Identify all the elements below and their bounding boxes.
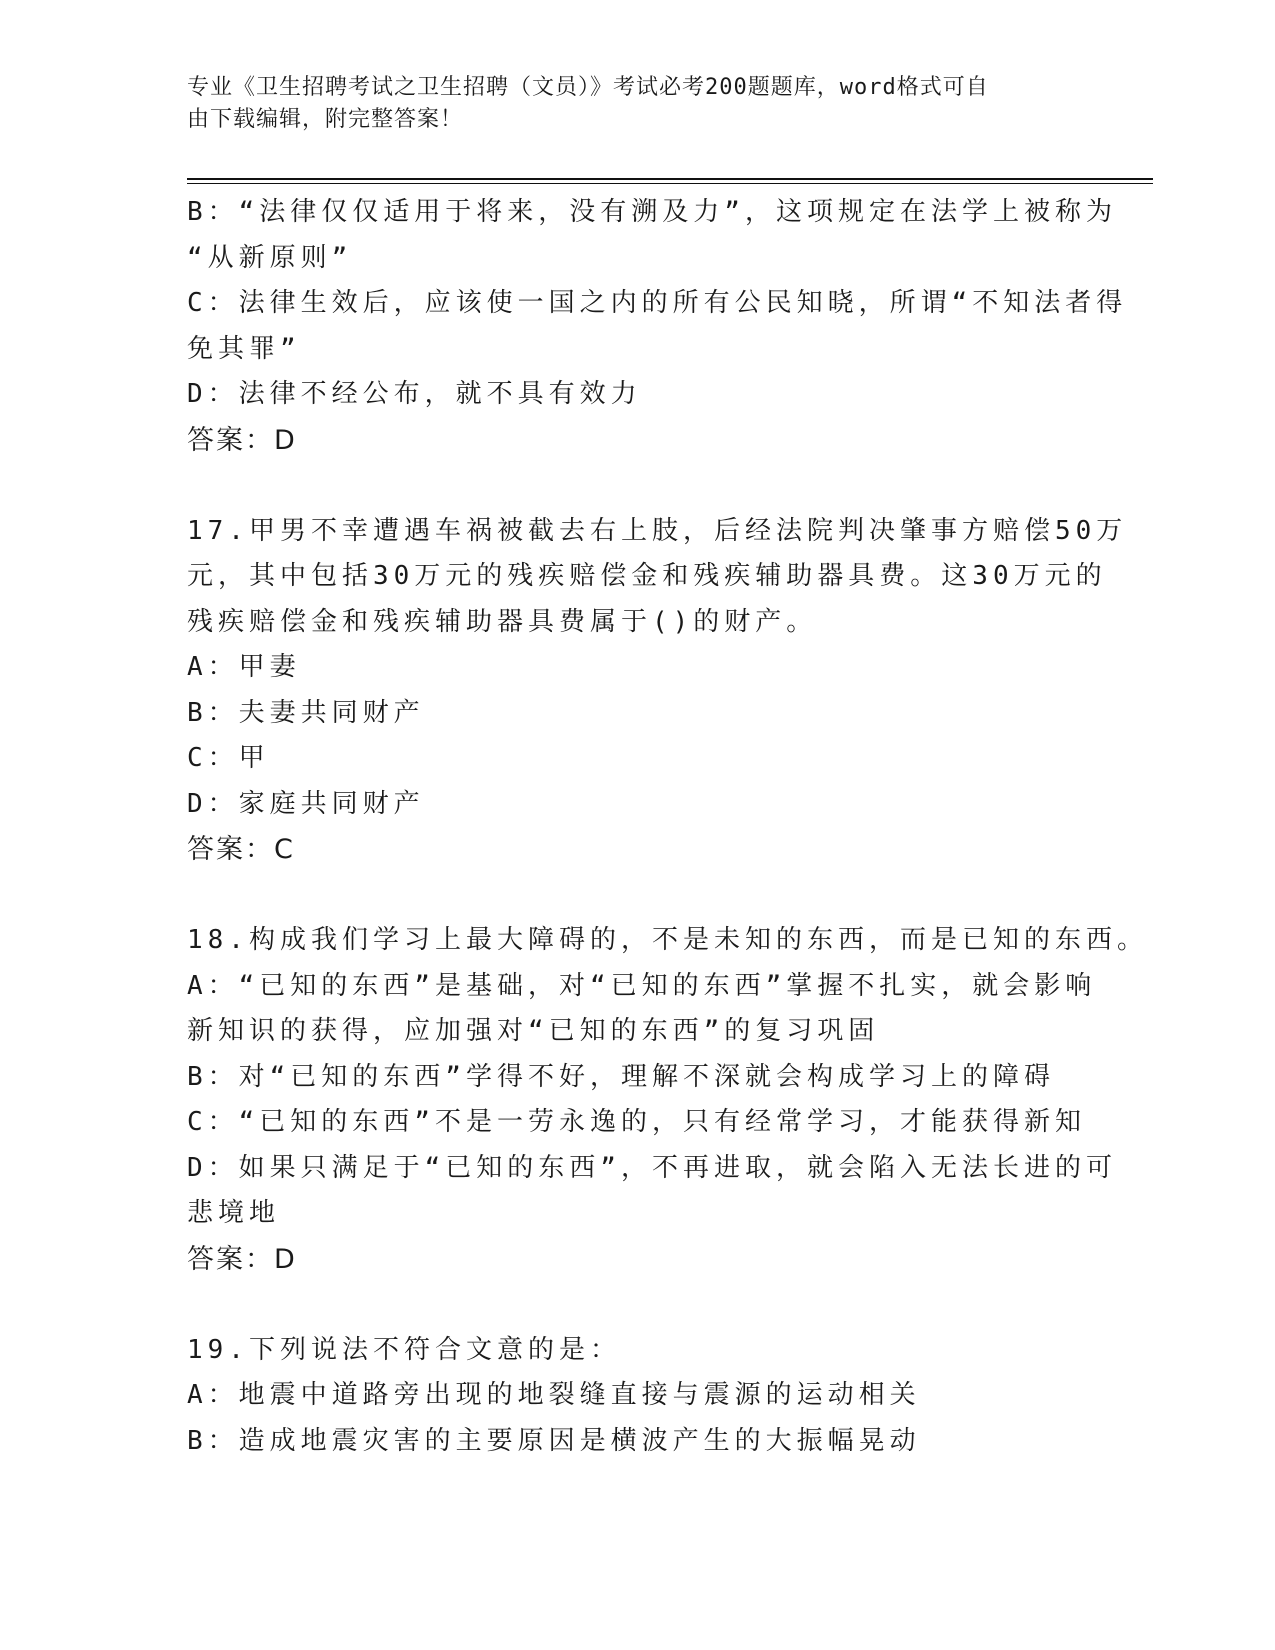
document-header xyxy=(187,72,1067,136)
answer-label: 答案：D xyxy=(187,424,297,456)
previous-question-block xyxy=(187,190,1128,463)
question-stem-line-1: 17.甲男不幸遭遇车祸被截去右上肢，后经法院判决肇事方赔偿50万 xyxy=(187,515,1128,546)
spacer xyxy=(187,463,1087,509)
option-d-line-2: 悲境地 xyxy=(187,1198,281,1228)
option-a-line-1: A：“已知的东西”是基础，对“已知的东西”掌握不扎实，就会影响 xyxy=(187,970,1097,1001)
option-a-line-2: 新知识的获得，应加强对“已知的东西”的复习巩固 xyxy=(187,1016,880,1046)
answer-label: 答案：D xyxy=(187,1243,297,1275)
question-stem: 19.下列说法不符合文意的是： xyxy=(187,1334,621,1365)
option-b-line-1: B：“法律仅仅适用于将来，没有溯及力”，这项规定在法学上被称为 xyxy=(187,197,1117,227)
question-stem: 18.构成我们学习上最大障碍的，不是未知的东西，而是已知的东西。 xyxy=(187,925,1148,955)
spacer xyxy=(187,873,1087,919)
header-divider-thick xyxy=(187,178,1153,180)
option-b-line-2: “从新原则” xyxy=(187,242,353,273)
option-a: A：地震中道路旁出现的地裂缝直接与震源的运动相关 xyxy=(187,1380,921,1410)
option-d: D：家庭共同财产 xyxy=(187,788,425,819)
header-title-line-2: 由下载编辑，附完整答案！ xyxy=(187,107,464,132)
option-c: C：“已知的东西”不是一劳永逸的，只有经常学习，才能获得新知 xyxy=(187,1107,1086,1137)
question-19 xyxy=(187,1328,1087,1465)
option-c-line-1: C：法律生效后，应该使一国之内的所有公民知晓，所谓“不知法者得 xyxy=(187,288,1128,318)
option-d-line-1: D：如果只满足于“已知的东西”，不再进取，就会陷入无法长进的可 xyxy=(187,1152,1117,1183)
option-b: B：对“已知的东西”学得不好，理解不深就会构成学习上的障碍 xyxy=(187,1061,1055,1092)
option-a: A：甲妻 xyxy=(187,652,301,682)
question-stem-line-2: 元，其中包括30万元的残疾赔偿金和残疾辅助器具费。这30万元的 xyxy=(187,561,1107,591)
question-stem-line-3: 残疾赔偿金和残疾辅助器具费属于()的财产。 xyxy=(187,606,818,637)
option-c: C：甲 xyxy=(187,743,270,773)
question-17 xyxy=(187,509,1128,873)
header-title-line-1: 专业《卫生招聘考试之卫生招聘（文员）》考试必考200题题库，word格式可自 xyxy=(187,75,989,100)
spacer xyxy=(187,1282,1087,1328)
option-c-line-2: 免其罪” xyxy=(187,333,301,364)
option-d: D：法律不经公布，就不具有效力 xyxy=(187,379,642,409)
question-content xyxy=(187,190,1148,1464)
option-b: B：造成地震灾害的主要原因是横波产生的大振幅晃动 xyxy=(187,1425,921,1456)
header-divider-thin xyxy=(187,183,1153,184)
question-18 xyxy=(187,918,1148,1282)
answer-label: 答案：C xyxy=(187,834,295,865)
option-b: B：夫妻共同财产 xyxy=(187,697,425,728)
